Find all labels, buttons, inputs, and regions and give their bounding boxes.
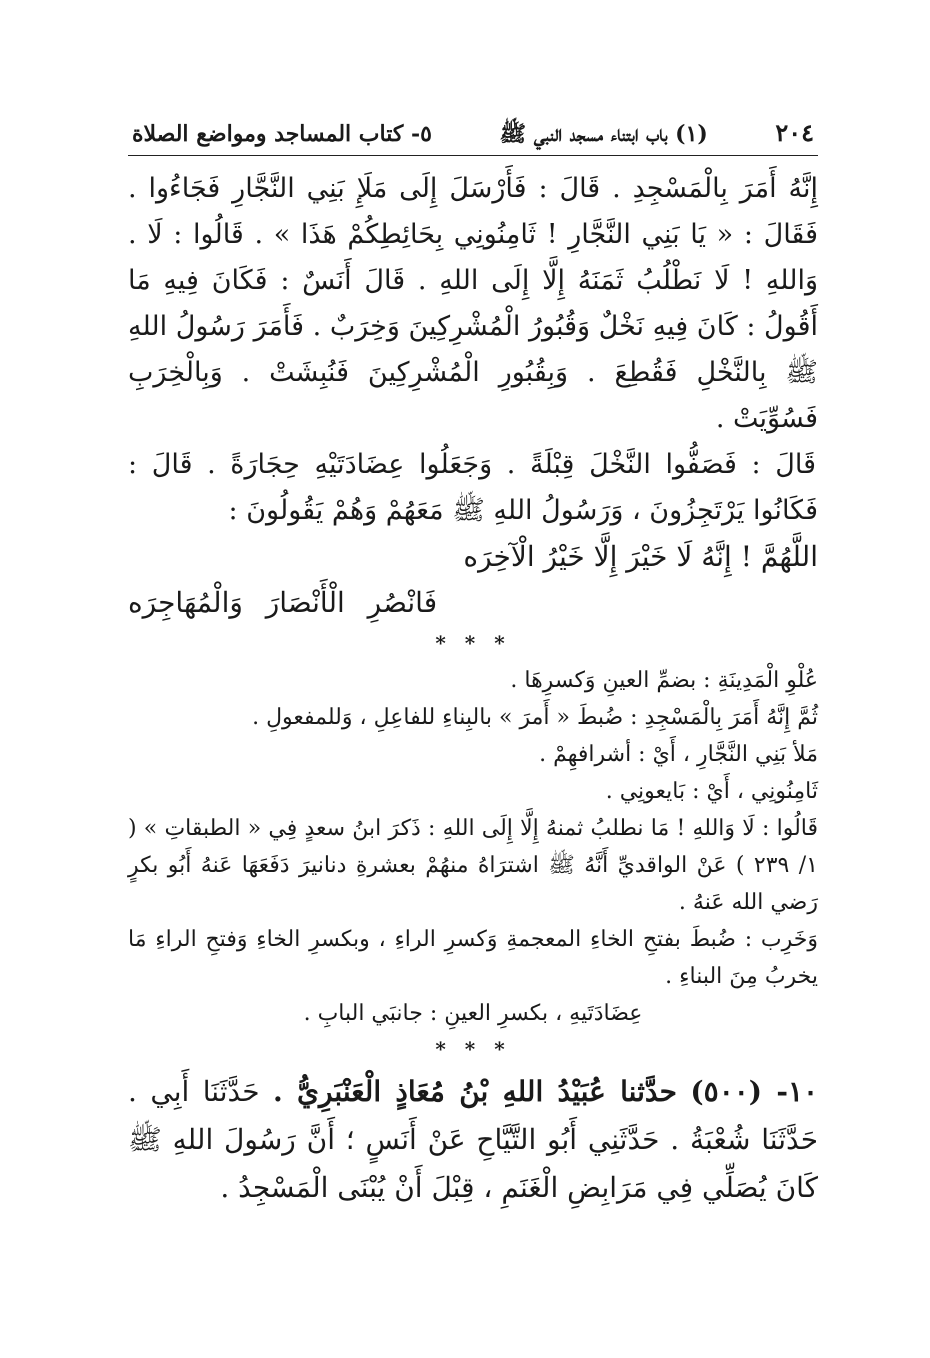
note: ثُمَّ إِنَّهُ أَمَرَ بِالْمَسْجِدِ : ضُبطَ « أَمرَ » بالبِناءِ للفاعِلِ ، وَللمفعولِ . [252,705,818,730]
main-paragraph: قَالَ : فَصَفُّوا النَّخْلَ قِبْلَةً . وَجَعَلُوا عِضَادَتَيْهِ حِجَارَةً . قَالَ : فَكَانُوا يَرْتَجِزُونَ ، وَرَسُولُ اللهِ ﷺ مَعَهُمْ وَهُمْ يَقُولُونَ : [128,449,818,526]
hadith-text: حَدَّثَنَا أَبِي . حَدَّثَنَا شُعْبَةُ . حَدَّثَنِي أَبُو التَّيَّاحِ عَنْ أَنَسٍ ؛ أَنَّ رَسُولَ اللهِ ﷺ كَانَ يُصَلِّي فِي مَرَابِضِ الْغَنَمِ ، قِبْلَ أَنْ يُبْنَى الْمَسْجِدُ . [128,1075,818,1204]
page-body [128,156,818,1212]
running-header [128,110,818,156]
section-separator: * * * [435,1037,511,1061]
chapter-title: (١) باب ابتناء مسجد النبي ﷺ [499,121,708,147]
verse [128,534,818,626]
book-page [128,110,818,1212]
page-number: ٢٠٤ [775,118,814,147]
note: مَلأ بَنِي النَّجَّارِ ، أَيْ : أشرافهِمْ . [539,742,818,767]
main-text [128,166,818,534]
verse-line: فَانْصُرِ الْأَنْصَارَ وَالْمُهَاجِرَه [128,586,438,619]
hadith-number: ١٠- (٥٠٠) [690,1075,819,1108]
note: وَخَرِب : ضُبطَ بفتحِ الخاءِ المعجمةِ وَكسرِ الراءِ ، وبكسرِ الخاءِ وَفتحِ الراءِ مَا يخربُ مِنَ البناءِ . [128,927,818,989]
section-separator: * * * [435,631,511,655]
book-title: ٥- كتاب المساجد ومواضع الصلاة [132,121,432,147]
note: عِضَادَتَيهِ ، بكسرِ العينِ : جانبَي البابِ . [303,1001,643,1026]
main-paragraph: إِنَّهُ أَمَرَ بِالْمَسْجِدِ . قَالَ : فَأَرْسَلَ إِلَى مَلَإِ بَنِي النَّجَّارِ فَجَاءُوا . فَقَالَ : « يَا بَنِي النَّجَّارِ ! ثَامِنُونِي بِحَائِطِكُمْ هَذَا » . قَالُوا : لَا . وَاللهِ ! لَا نَطْلُبُ ثَمَنَهُ إِلَّا إِلَى اللهِ . قَالَ أَنَسٌ : فَكَانَ فِيهِ مَا أَقُولُ : كَانَ فِيهِ نَخْلٌ وَقُبُورُ الْمُشْرِكِينَ وَخِرَبٌ . فَأَمَرَ رَسُولُ اللهِ ﷺ بِالنَّخْلِ فَقُطِعَ . وَبِقُبُورِ الْمُشْرِكِينَ فَنُبِشَتْ . وَبِالْخِرَبِ فَسُوِّيَتْ . [128,173,818,434]
note: عُلْوِ الْمَدِينَةِ : بضمِّ العينِ وَكسرِهَا . [510,668,818,693]
note: ثَامِنُونِي ، أَيْ : بَايعونِي . [605,779,818,804]
hadith-entry [128,1068,818,1212]
hadith-isnad: حدَّثنا عُبَيْدُ اللهِ بْنُ مُعَاذٍ الْعَنْبَرِيُّ . [272,1075,677,1108]
commentary-notes [128,662,818,1032]
verse-line: اللَّهُمَّ ! إِنَّهُ لَا خَيْرَ إِلَّا خَيْرُ الْآخِرَه [463,540,818,573]
note: قَالُوا : لَا وَاللهِ ! مَا نطلبُ ثمنهُ إِلَّا إِلَى اللهِ : ذَكرَ ابنُ سعدٍ فِي « الطبقاتِ » ( ١/ ٢٣٩ ) عَنْ الواقديِّ أَنَّهُ ﷺ اشترَاهُ منهُمْ بعشرةِ دنانيرَ دَفَعَهَا عَنهُ أَبُو بكرٍ رَضي الله عَنهُ . [128,816,818,915]
